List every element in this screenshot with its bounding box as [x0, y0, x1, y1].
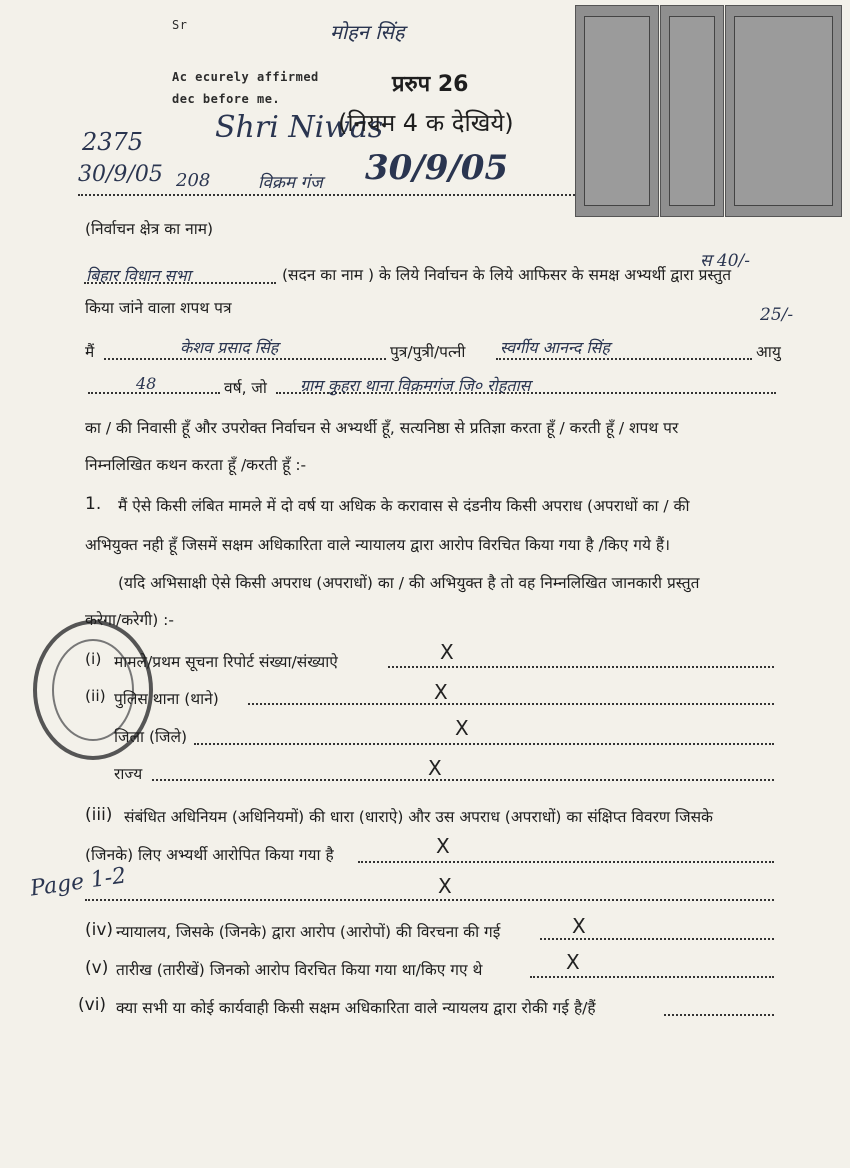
item-iv-cross: X — [572, 914, 586, 938]
item-i-dotted-line — [388, 666, 774, 668]
resident-line: का / की निवासी हूँ और उपरोक्त निर्वाचन से अभ्यर्थी हूँ, सत्यनिष्ठा से प्रतिज्ञा करता हूँ / करती हूँ / शपथ पर — [85, 419, 679, 437]
signature: Shri Niwas — [215, 110, 384, 145]
state-dotted-line — [152, 779, 774, 781]
item-ii-text: पुलिस थाना (थाने) — [114, 690, 219, 708]
item-vi-text: क्या सभी या कोई कार्यवाही किसी सक्षम अधिकारिता वाले न्यायलय द्वारा रोकी गई है/हैं — [116, 999, 596, 1017]
name-dotted-line — [104, 358, 386, 360]
form-title: प्ररुप 26 — [392, 72, 469, 97]
handwriting-place: विक्रम गंज — [258, 173, 323, 193]
item-iv-label: (iv) — [85, 920, 114, 940]
item-ii-label: (ii) — [85, 687, 106, 705]
side-note-1: स 40/- — [700, 251, 750, 271]
item-v-cross: X — [566, 950, 580, 974]
handwriting-top: मोहन सिंह — [330, 20, 405, 44]
item-vi-label: (vi) — [78, 995, 107, 1015]
side-note-2: 25/- — [760, 305, 794, 325]
statement-line: निम्नलिखित कथन करता हूँ /करती हूँ :- — [85, 456, 307, 474]
court-fee-stamp-1 — [575, 5, 659, 217]
item-iv-text: न्यायालय, जिसके (जिनके) द्वारा आरोप (आरोपों) की विरचना की गई — [116, 923, 501, 941]
constituency-label: (निर्वाचन क्षेत्र का नाम) — [85, 220, 214, 238]
item-i-text: मामले/प्रथम सूचना रिपोर्ट संख्या/संख्याऐ — [114, 653, 338, 671]
item-iii-line-2: (जिनके) लिए अभ्यर्थी आरोपित किया गया है — [85, 846, 334, 864]
item-ii-cross: X — [434, 680, 448, 704]
item-iii-cross: X — [436, 834, 450, 858]
item-v-label: (v) — [85, 958, 109, 978]
item-iii-label: (iii) — [85, 805, 113, 825]
condition-line-2: करेगा/करेगी) :- — [85, 611, 174, 629]
item-iii-dotted-line — [358, 861, 774, 863]
item-iii-cross-2: X — [438, 874, 452, 898]
item-i-cross: X — [440, 640, 454, 664]
court-fee-stamp-2 — [660, 5, 724, 217]
item-vi-dotted-line — [664, 1014, 774, 1016]
item-i-label: (i) — [85, 650, 102, 668]
state-text: राज्य — [114, 765, 143, 783]
item-1-line-1: मैं ऐसे किसी लंबित मामले में दो वर्ष या अधिक के करावास से दंडनीय किसी अपराध (अपराधों का / की — [118, 497, 690, 515]
item-v-dotted-line — [530, 976, 774, 978]
address-filled: ग्राम कुहरा थाना विक्रमगंज जि० रोहतास — [300, 376, 531, 395]
handwriting-big-date: 30/9/05 — [365, 148, 509, 188]
age-filled: 48 — [136, 374, 157, 393]
condition-line-1: (यदि अभिसाक्षी ऐसे किसी अपराध (अपराधों) का / की अभियुक्त है तो वह निम्नलिखित जानकारी प्रस्तुत — [118, 574, 700, 592]
handwriting-208: 208 — [176, 170, 211, 191]
form-subtitle: (नियम 4 क देखिये) — [338, 109, 514, 137]
oath-line: किया जांने वाला शपथ पत्र — [85, 299, 232, 317]
state-cross: X — [428, 756, 442, 780]
item-1-number: 1. — [85, 494, 102, 514]
district-dotted-line — [194, 743, 774, 745]
handwriting-date-left: 30/9/05 — [78, 162, 163, 187]
item-iii-dotted-line-2 — [85, 899, 774, 901]
relation-label: पुत्र/पुत्री/पत्नी — [390, 343, 466, 361]
handwriting-number: 2375 — [82, 128, 144, 156]
house-name-line — [84, 282, 276, 284]
district-cross: X — [455, 716, 469, 740]
district-text: जिला (जिले) — [114, 728, 188, 746]
name-filled: केशव प्रसाद सिंह — [180, 338, 279, 357]
item-iv-dotted-line — [540, 938, 774, 940]
father-filled: स्वर्गीय आनन्द सिंह — [500, 338, 610, 357]
house-line-text: (सदन का नाम ) के लिये निर्वाचन के लिये आफिसर के समक्ष अभ्यर्थी द्वारा प्रस्तुत — [282, 266, 732, 284]
page-note: Page 1-2 — [28, 863, 128, 902]
stamp-line-1: Sr — [172, 18, 188, 32]
stamp-line-2: Ac ecurely affirmed — [172, 70, 319, 84]
father-dotted-line — [496, 358, 752, 360]
main-prefix: मैं — [85, 343, 95, 361]
item-v-text: तारीख (तारीखें) जिनको आरोप विरचित किया गया था/किए गए थे — [116, 961, 483, 979]
stamp-line-3: dec before me. — [172, 92, 281, 106]
item-ii-dotted-line — [248, 703, 774, 705]
item-1-line-2: अभियुक्त नही हूँ जिसमें सक्षम अधिकारिता वाले न्यायालय द्वारा आरोप विरचित किया गया है /किए गये हैं। — [85, 536, 671, 554]
house-name-filled: बिहार विधान सभा — [86, 266, 191, 285]
item-iii-line-1: संबंधित अधिनियम (अधिनियमों) की धारा (धाराऐ) और उस अपराध (अपराधों) का संक्षिप्त विवरण जिसके — [124, 808, 713, 826]
years-label: वर्ष, जो — [224, 379, 267, 397]
court-fee-stamp-3 — [725, 5, 842, 217]
age-label: आयु — [756, 343, 781, 361]
